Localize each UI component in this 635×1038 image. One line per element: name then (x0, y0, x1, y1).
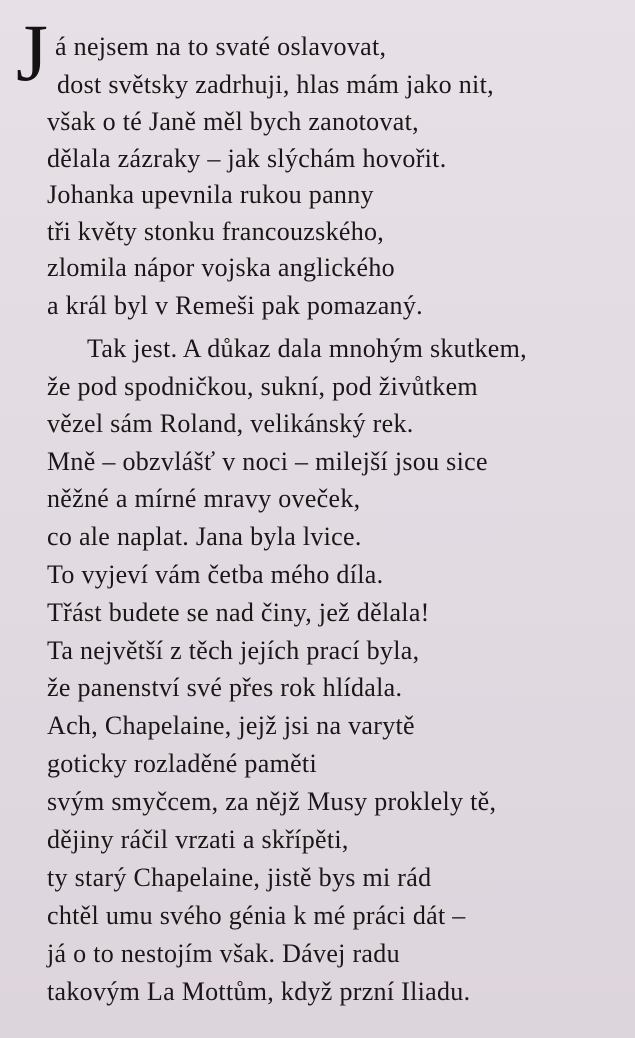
poem-line-8: a král byl v Remeši pak pomazaný. (47, 291, 423, 320)
poem-line-9: Tak jest. A důkaz dala mnohým skutkem, (87, 334, 527, 363)
poem-line-6: tři květy stonku francouzského, (47, 217, 385, 246)
poem-line-16: Třást budete se nad činy, jež dělala! (47, 598, 430, 627)
poem-line-14: co ale naplat. Jana byla lvice. (47, 522, 362, 551)
poem-line-5: Johanka upevnila rukou panny (47, 180, 374, 209)
poem-line-3: však o té Janě měl bych zanotovat, (47, 107, 419, 136)
poem-line-4: dělala zázraky – jak slýchám hovořit. (47, 144, 447, 173)
poem-line-11: vězel sám Roland, velikánský rek. (47, 409, 414, 438)
drop-cap: J (16, 7, 48, 98)
poem-line-18: že panenství své přes rok hlídala. (47, 673, 403, 702)
poem-line-1: á nejsem na to svaté oslavovat, (55, 32, 387, 61)
poem-line-7: zlomila nápor vojska anglického (47, 253, 395, 282)
poem-line-19: Ach, Chapelaine, jejž jsi na varytě (47, 711, 415, 740)
poem-line-24: chtěl umu svého génia k mé práci dát – (47, 901, 466, 930)
poem-line-26: takovým La Mottům, když przní Iliadu. (47, 977, 471, 1006)
poem-line-15: To vyjeví vám četba mého díla. (47, 560, 384, 589)
poem-line-2: dost světsky zadrhuji, hlas mám jako nit, (57, 70, 494, 99)
poem-line-12: Mně – obzvlášť v noci – milejší jsou sice (47, 447, 488, 476)
poem-line-23: ty starý Chapelaine, jistě bys mi rád (47, 863, 432, 892)
poem-line-22: dějiny ráčil vrzati a skřípěti, (47, 825, 349, 854)
poem-line-13: něžné a mírné mravy oveček, (47, 484, 361, 513)
poem-line-17: Ta největší z těch jejích prací byla, (47, 636, 420, 665)
poem-line-10: že pod spodničkou, sukní, pod živůtkem (47, 372, 478, 401)
poem-line-25: já o to nestojím však. Dávej radu (47, 939, 400, 968)
poem-line-20: goticky rozladěné paměti (47, 749, 317, 778)
poem-line-21: svým smyčcem, za nějž Musy proklely tě, (47, 787, 497, 816)
